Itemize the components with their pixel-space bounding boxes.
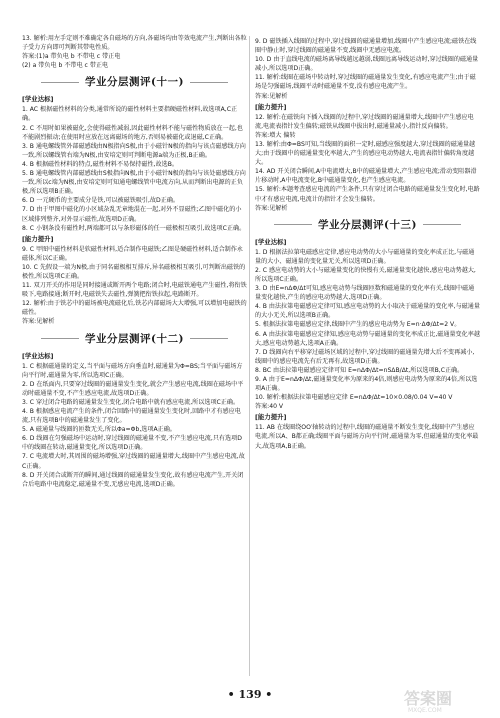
answer-paragraph: 1. C 根据磁通量的定义,当平面与磁场方向垂直时,磁通量为Φ=BS;当平面与磁场方向平行时,磁通量为零,所以选项C正确。 — [22, 362, 243, 379]
answer-paragraph: 15. 解析:本题考查感应电流的产生条件,只有穿过闭合电路的磁通量发生变化时,电路中才有感应电流,电流计的指针才会发生偏转。 — [255, 186, 480, 203]
answer-paragraph: 14. AD 开关闭合瞬间,A中电流增大,B中的磁通量增大,产生感应电流;滑动变阻器滑片移动时,A中电流变化,B中磁通量变化,也产生感应电流。 — [255, 168, 477, 185]
answer-paragraph: 1. D 根据法拉第电磁感应定律,感应电动势的大小与磁通量的变化率成正比,与磁通量的大小、磁通量的变化量无关,所以选项D正确。 — [255, 248, 475, 265]
answer-paragraph: 答案:(1)a 带负电 b 不带电 c 带正电 — [22, 53, 121, 61]
answer-paragraph: 答案:40 V — [255, 403, 284, 411]
answer-paragraph: 8. D 开关闭合或断开的瞬间,通过线圈的磁通量发生变化,故有感应电流产生,开关闭合后电路中电流稳定,磁通量不变,无感应电流,选项D正确。 — [22, 471, 244, 488]
answer-paragraph: 2. D 在纸面内,只要穿过线圈的磁通量发生变化,就会产生感应电流,线圈在磁场中平动时磁通量不变,不产生感应电流,故选项D正确。 — [22, 380, 244, 397]
answer-paragraph: 13. 解析:用左手定则不难确定各自磁场的方向,各磁场均由等效电流产生,判断出各粒子受力方向即可判断其带电性质。 — [22, 35, 247, 52]
answer-paragraph: 3. C 穿过闭合电路的磁通量发生变化,闭合电路中就有感应电流,所以选项C正确。 — [22, 398, 240, 406]
answer-paragraph: 答案:见解析 — [255, 204, 288, 212]
answer-paragraph: 12. 解析:由于铁芯中的磁场被电流磁化后,铁芯内部磁场大大增强,可以增加电磁铁的磁性。 — [22, 300, 247, 317]
svg-text:MXQE.COM: MXQE.COM — [408, 707, 442, 714]
answer-paragraph: 4. B 根据磁性材料的特点,磁性材料不易保持磁性,故选B。 — [22, 160, 178, 168]
column-divider — [249, 36, 250, 676]
answer-paragraph: 答案:增大 偏转 — [255, 131, 296, 139]
answer-paragraph: 13. 解析:由Φ=BS可知,当线圈的面积一定时,磁感应强度越大,穿过线圈的磁通量越大;由于线圈中的磁通量变化率越大,产生的感应电动势越大,电流表指针偏转角度越大。 — [255, 140, 476, 167]
answer-paragraph: 8. C 小钢条没有磁性时,两端都可以与条形磁体的任一磁极相互吸引,故选项C正确。 — [22, 224, 246, 232]
answer-paragraph: 7. D 由于甲图中磁化的小区域杂乱无章地混在一起,对外不显磁性;乙图中磁化的小区域排列整齐,对外显示磁性,故选项D正确。 — [22, 206, 242, 223]
answer-paragraph: 10. C 先假设一端为N极,由于同名磁极相互排斥,异名磁极相互吸引,可判断出磁铁的极性,所以选项C正确。 — [22, 263, 246, 280]
section-title: 学业分层测评(十三) — [255, 218, 480, 232]
answer-paragraph: 6. D 一元硬币的主要成分是铁,可以被磁铁吸引,故D正确。 — [22, 197, 180, 205]
section-title: 学业分层测评(十一) — [22, 75, 247, 89]
section-title: 学业分层测评(十二) — [22, 332, 247, 346]
left-column — [22, 34, 247, 489]
answer-paragraph: 11. 解析:线圈在磁场中转动时,穿过线圈的磁通量发生变化,有感应电流产生;由于磁场是匀强磁场,线圈平动时磁通量不变,没有感应电流产生。 — [255, 74, 476, 91]
answer-paragraph: 10. D 由于直线电流的磁场离导线越远越弱,线圈远离导线运动时,穿过线圈的磁通量减小,所以选项D正确。 — [255, 56, 479, 73]
watermark-logo — [402, 686, 494, 714]
answer-paragraph: 2. C 感应电动势的大小与磁通量变化的快慢有关,磁通量变化越快,感应电动势越大,所以选项C正确。 — [255, 266, 476, 283]
answer-paragraph: 4. B 由法拉第电磁感应定律可知,感应电动势的大小取决于磁通量的变化率,与磁通量的大小无关,所以选项B正确。 — [255, 303, 480, 320]
answer-paragraph: 3. D 由E=nΔΦ/Δt可知,感应电动势与线圈匝数和磁通量的变化率有关,线圈中磁通量变化越快,产生的感应电动势越大,选项D正确。 — [255, 285, 475, 302]
answer-paragraph: 答案:见解析 — [255, 92, 288, 100]
subsection-heading: [能力提升] — [255, 413, 287, 422]
answer-paragraph: 10. 解析:根据法拉第电磁感应定律 E=nΔΦ/Δt=10×0.08/0.04 V=40 V — [255, 394, 453, 402]
answer-paragraph: 7. D 线圈向右平移穿过磁场区域的过程中,穿过线圈的磁通量先增大后不变再减小,线圈中的感应电流先有后无再有,故选项D正确。 — [255, 348, 475, 365]
answer-paragraph: 6. D 线圈在匀强磁场中运动时,穿过线圈的磁通量不变,不产生感应电流,只有选项D中的线圈在转动,磁通量变化,所以选项D正确。 — [22, 435, 242, 452]
answer-paragraph: 4. B 根据感应电流产生的条件,闭合回路中的磁通量发生变化时,回路中才有感应电流,只有选项B中的磁通量发生了变化。 — [22, 408, 241, 425]
answer-paragraph: 5. A 磁通量与线圈的匝数无关,所以Φa=Φb,选项A正确。 — [22, 426, 176, 434]
answer-paragraph: 11. AB 在线圈绕OO′轴转动的过程中,线圈的磁通量不断发生变化,线圈中产生感应电流,所以A、B都正确;线圈平面与磁场方向平行时,磁通量为零,但磁通量的变化率最大,故选项A,B正确。 — [255, 424, 479, 450]
right-column — [255, 37, 480, 451]
subsection-heading: [能力提升] — [255, 102, 287, 111]
answer-paragraph: 答案:见解析 — [22, 318, 55, 326]
answer-paragraph: (2) a 带负电 b 不带电 c 带正电 — [22, 62, 109, 70]
answer-paragraph: 2. C 不用时如果被磁化,会使得磁性减弱,因此磁性材料不能与磁性物质放在一起,也不能剧烈振动;在使用时应放在远离磁场的地方,否则易被磁化或退磁,C正确。 — [22, 124, 243, 141]
answer-paragraph: 5. 根据法拉第电磁感应定律,线圈中产生的感应电动势为 E=n·ΔΦ/Δt=2 V。 — [255, 321, 461, 329]
answer-paragraph: 1. AC 根据磁性材料的分类,通常所说的磁性材料主要指硬磁性材料,故选项A,C正确。 — [22, 106, 238, 123]
answer-paragraph: 11. 双刀开关的作用是同时接通或断开两个电路;闭合时,电磁铁通电产生磁性,将衔铁吸下,电路接通;断开时,电磁铁失去磁性,弹簧把衔铁拉起,电路断开。 — [22, 282, 247, 299]
subsection-heading: [学业达标] — [22, 95, 54, 104]
answer-paragraph: 9. D 磁铁插入线圈的过程中,穿过线圈的磁通量增加,线圈中产生感应电流;磁铁在线圈中静止时,穿过线圈的磁通量不变,线圈中无感应电流。 — [255, 38, 477, 55]
answer-paragraph: 9. C 甲图中磁性材料是软磁性材料,适合制作电磁铁;乙图是硬磁性材料,适合制作永磁体,所以C正确。 — [22, 245, 243, 262]
answer-paragraph: 9. A 由于E=nΔΦ/Δt,磁通量变化率为原来的4倍,则感应电动势为原来的4倍,所以选项A正确。 — [255, 376, 478, 393]
answer-paragraph: 3. B 通电螺线管外部磁感线由N极指向S极,由于小磁针N极的指向与该点磁感线方向一致,所以螺线管右端为N极,由安培定则可判断电源a端为正极,B正确。 — [22, 142, 246, 159]
answer-paragraph: 12. 解析:在磁铁向下插入线圈的过程中,穿过线圈的磁通量增大,线圈中产生感应电流,电流表指针发生偏转;磁铁从线圈中拔出时,磁通量减小,指针反向偏转。 — [255, 113, 474, 130]
subsection-heading: [学业达标] — [22, 351, 54, 360]
subsection-heading: [能力提升] — [22, 234, 54, 243]
svg-text:答案圈: 答案圈 — [404, 689, 453, 708]
answer-paragraph: 7. C 电流增大时,其周围的磁场增强,穿过线圈的磁通量增大,线圈中产生感应电流,故C正确。 — [22, 453, 245, 470]
answer-paragraph: 8. BC 由法拉第电磁感应定律可知 E=nΔΦ/Δt=nSΔB/Δt,所以选项B,C正确。 — [255, 366, 464, 374]
subsection-heading: [学业达标] — [255, 237, 287, 246]
page-number: • 139 • — [227, 688, 273, 701]
answer-paragraph: 6. A 由法拉第电磁感应定律知,感应电动势与磁通量的变化率成正比,磁通量变化率越大,感应电动势越大,选项A正确。 — [255, 330, 480, 347]
answer-paragraph: 5. B 通电螺线管内部磁感线由S极指向N极,由于小磁针N极的指向与该处磁感线方向一致,所以c端为N极,由安培定则可知通电螺线管中电流方向,从而判断出电源的正负极,所以选项B正确。 — [22, 170, 246, 196]
